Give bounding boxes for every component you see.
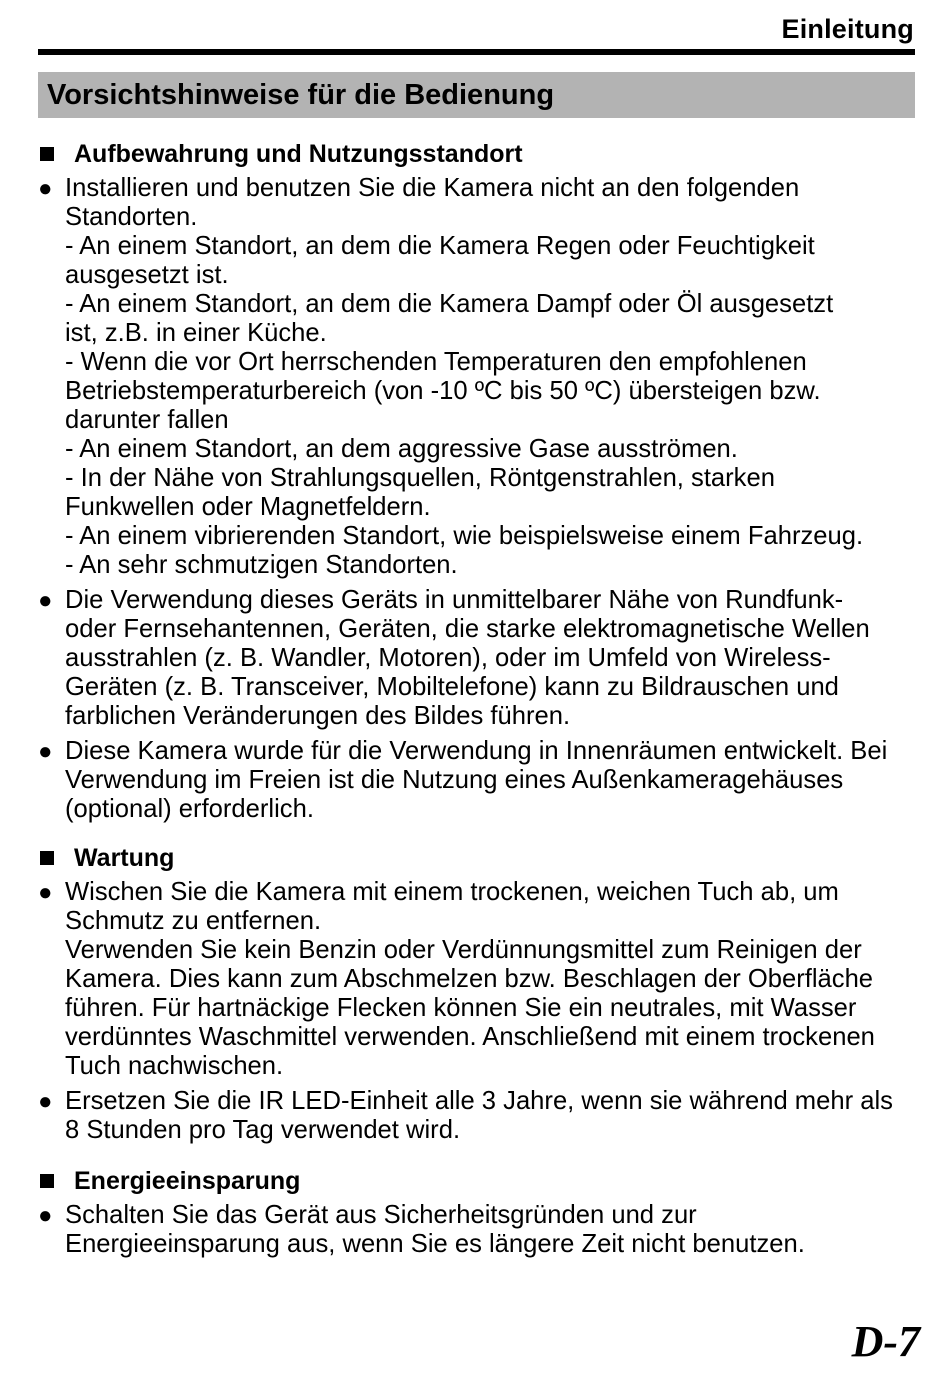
chapter-title: Einleitung xyxy=(781,14,914,44)
subsection-energy-saving xyxy=(38,1165,918,1259)
section-spacer xyxy=(38,830,918,842)
list-item xyxy=(38,878,918,1081)
square-bullet-icon xyxy=(40,147,54,161)
bullet-dot-icon: ● xyxy=(38,175,53,202)
bullet-dot-icon: ● xyxy=(38,587,53,614)
subsection-heading-text: Aufbewahrung und Nutzungsstandort xyxy=(74,139,523,168)
subsection-heading-text: Wartung xyxy=(74,843,175,872)
list-item-text: Die Verwendung dieses Geräts in unmittelbarer Nähe von Rundfunk- oder Fernsehantennen, Geräten, die starke elektromagnetische Wellen ausstrahlen (z. B. Wandler, Motoren), oder im Umfeld von Wireless- Geräten (z. B. Transceiver, Mobiltelefone) kann zu Bildrauschen und farblichen Veränderungen des Bildes führen. xyxy=(65,586,870,730)
subsection-heading-text: Energieeinsparung xyxy=(74,1166,301,1195)
section-banner xyxy=(38,72,915,118)
header-rule xyxy=(38,49,915,55)
subsection-maintenance xyxy=(38,842,918,1145)
subsection-heading xyxy=(38,842,918,874)
bullet-dot-icon: ● xyxy=(38,1088,53,1115)
bullet-list xyxy=(38,174,918,824)
list-item xyxy=(38,1201,918,1259)
list-item-text: Installieren und benutzen Sie die Kamera nicht an den folgenden Standorten. - An einem Standort, an dem die Kamera Regen oder Feuchtigkeit ausgesetzt ist. - An einem Standort, an dem die Kamera Dampf oder Öl ausgesetzt ist, z.B. in einer Küche. - Wenn die vor Ort herrschenden Temperaturen den empfohlenen Betriebstemperaturbereich (von -10 ºC bis 50 ºC) übersteigen bzw. darunter fallen - An einem Standort, an dem aggressive Gase ausströmen. - In der Nähe von Strahlungsquellen, Röntgenstrahlen, starken Funkwellen oder Magnetfeldern. - An einem vibrierenden Standort, wie beispielsweise einem Fahrzeug. - An sehr schmutzigen Standorten. xyxy=(65,174,864,579)
subsection-heading xyxy=(38,138,918,170)
list-item-text: Schalten Sie das Gerät aus Sicherheitsgründen und zur Energieeinsparung aus, wenn Sie es längere Zeit nicht benutzen. xyxy=(65,1201,805,1258)
section-title: Vorsichtshinweise für die Bedienung xyxy=(47,79,555,111)
list-item-text: Diese Kamera wurde für die Verwendung in Innenräumen entwickelt. Bei Verwendung im Freien ist die Nutzung eines Außenkameragehäuses (optional) erforderlich. xyxy=(65,737,888,823)
bullet-dot-icon: ● xyxy=(38,738,53,765)
page-number: D-7 xyxy=(851,1317,920,1366)
list-item-text: Wischen Sie die Kamera mit einem trockenen, weichen Tuch ab, um Schmutz zu entfernen. Verwenden Sie kein Benzin oder Verdünnungsmittel zum Reinigen der Kamera. Dies kann zum Abschmelzen bzw. Beschlagen der Oberfläche führen. Für hartnäckige Flecken können Sie ein neutrales, mit Wasser verdünntes Waschmittel verwenden. Anschließend mit einem trockenen Tuch nachwischen. xyxy=(65,878,875,1080)
subsection-storage-location xyxy=(38,138,918,824)
bullet-list xyxy=(38,878,918,1145)
bullet-list xyxy=(38,1201,918,1259)
bullet-dot-icon: ● xyxy=(38,879,53,906)
page-content xyxy=(38,138,918,1265)
list-item-text: Ersetzen Sie die IR LED-Einheit alle 3 Jahre, wenn sie während mehr als 8 Stunden pro Tag verwendet wird. xyxy=(65,1087,893,1144)
list-item xyxy=(38,1087,918,1145)
square-bullet-icon xyxy=(40,851,54,865)
section-spacer xyxy=(38,1151,918,1165)
subsection-heading xyxy=(38,1165,918,1197)
list-item xyxy=(38,586,918,731)
list-item xyxy=(38,737,918,824)
list-item xyxy=(38,174,918,580)
bullet-dot-icon: ● xyxy=(38,1202,53,1229)
square-bullet-icon xyxy=(40,1174,54,1188)
